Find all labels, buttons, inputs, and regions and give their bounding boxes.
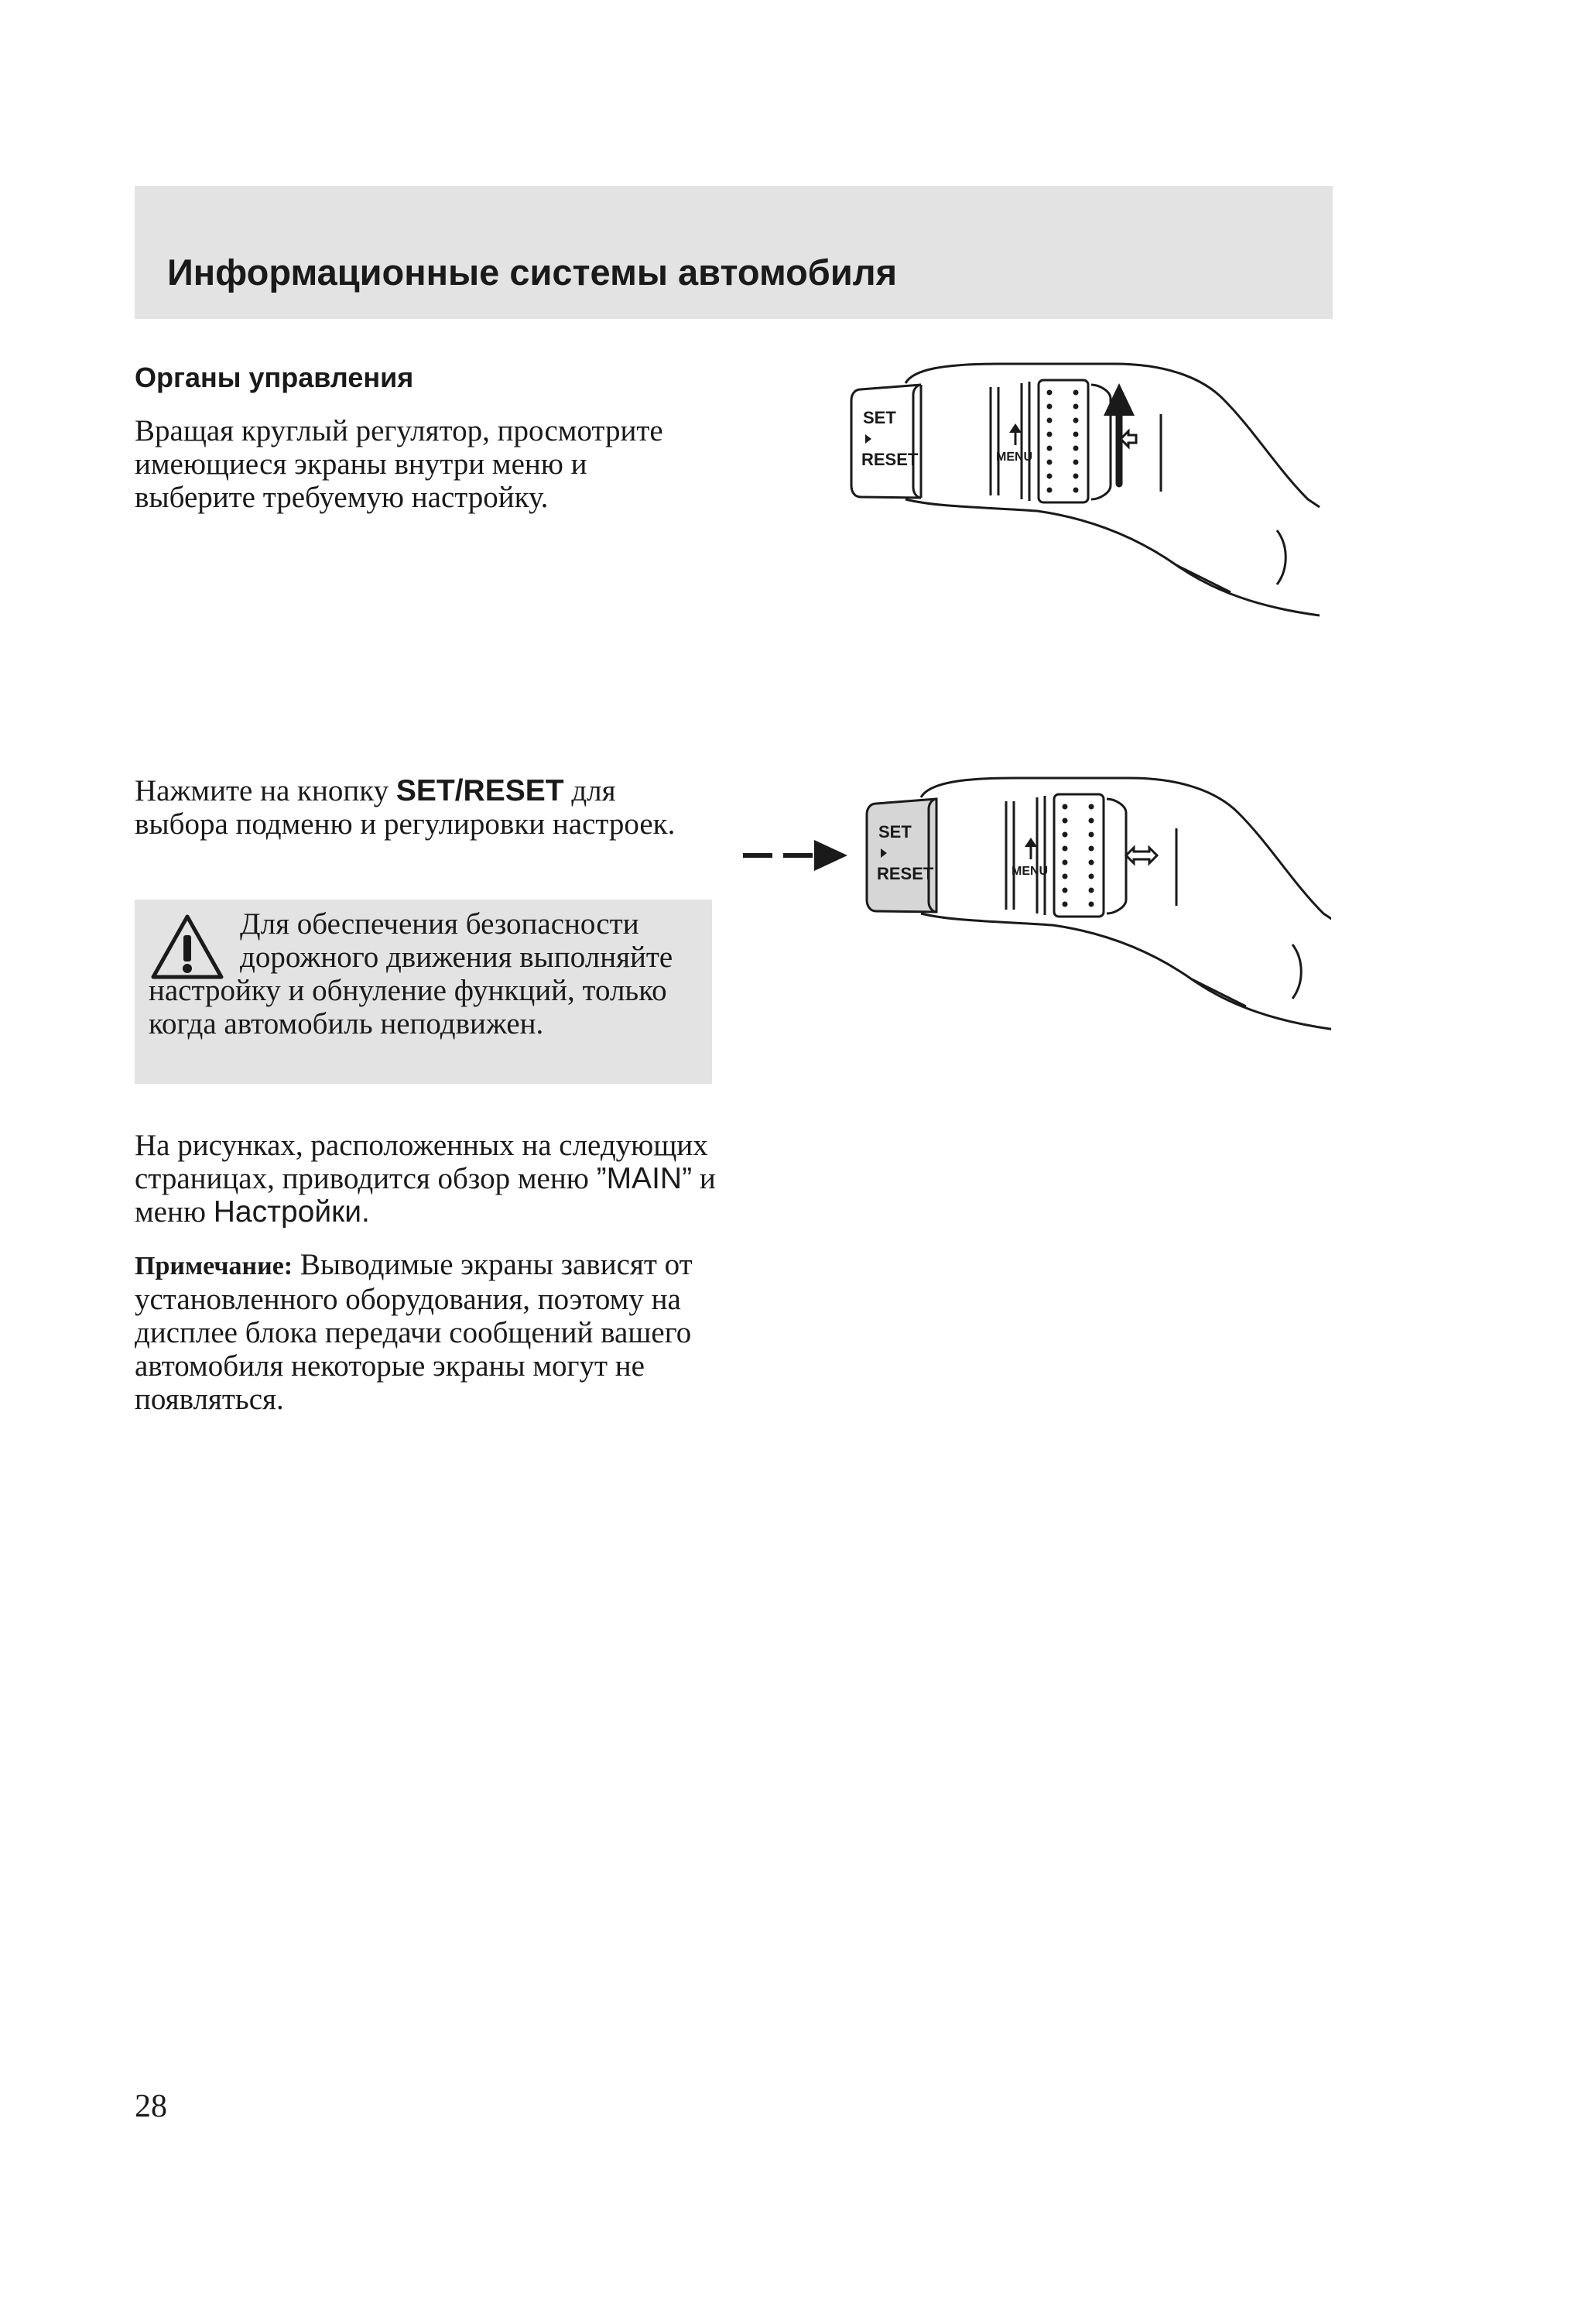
reset-text: RESET — [877, 864, 934, 883]
page-title: Информационные системы автомобиля — [167, 252, 898, 293]
set-reset-cap — [867, 799, 936, 912]
set-triangle-icon — [865, 434, 871, 444]
double-arrow-icon — [1121, 431, 1136, 447]
set-text: SET — [878, 822, 912, 842]
note-paragraph — [135, 1248, 723, 1416]
warning-text — [149, 907, 707, 1040]
stalk-press-figure — [743, 766, 1331, 1045]
main-menu-label: ”MAIN” — [596, 1162, 693, 1195]
menu-text: MENU — [1012, 865, 1049, 878]
press-suffix: для выбора подменю и регулировки настроек. — [135, 774, 676, 841]
note-label: Примечание: — [135, 1252, 293, 1280]
set-reset-label: SET/RESET — [395, 774, 564, 807]
section-header-band — [135, 186, 1333, 319]
warning-message: Для обеспечения безопасности дорожного движения выполняйте настройку и обнуление функций, только когда автомобиль неподвижен. — [149, 907, 673, 1040]
press-instruction — [135, 774, 692, 841]
warning-box — [135, 900, 712, 1084]
press-arrow-icon — [743, 840, 847, 871]
menu-up-arrow-icon — [1009, 423, 1022, 445]
rotate-instruction: Вращая круглый регулятор, просмотрите имеющиеся экраны внутри меню и выберите требуемую настройку. — [135, 414, 663, 514]
note-text: Выводимые экраны зависят от установленного оборудования, поэтому на дисплее блока передачи сообщений вашего автомобиля некоторые экраны могут не появляться. — [135, 1248, 693, 1416]
overview-mid: и меню — [135, 1162, 716, 1229]
press-prefix: Нажмите на кнопку — [135, 774, 396, 807]
menu-up-arrow-icon — [1025, 838, 1037, 859]
set-text: SET — [863, 408, 896, 427]
overview-prefix: На рисунках, расположенных на следующих страницах, приводится обзор меню — [135, 1129, 708, 1195]
double-arrow-icon — [1126, 848, 1157, 863]
rotate-up-arrow-icon — [1104, 383, 1135, 484]
settings-menu-label: Настройки. — [213, 1195, 370, 1229]
overview-paragraph — [135, 1129, 723, 1229]
stalk-rotate-figure — [844, 352, 1339, 631]
section-heading: Органы управления — [135, 362, 414, 393]
reset-text: RESET — [861, 450, 919, 469]
menu-text: MENU — [996, 451, 1033, 464]
page-number: 28 — [135, 2089, 167, 2124]
